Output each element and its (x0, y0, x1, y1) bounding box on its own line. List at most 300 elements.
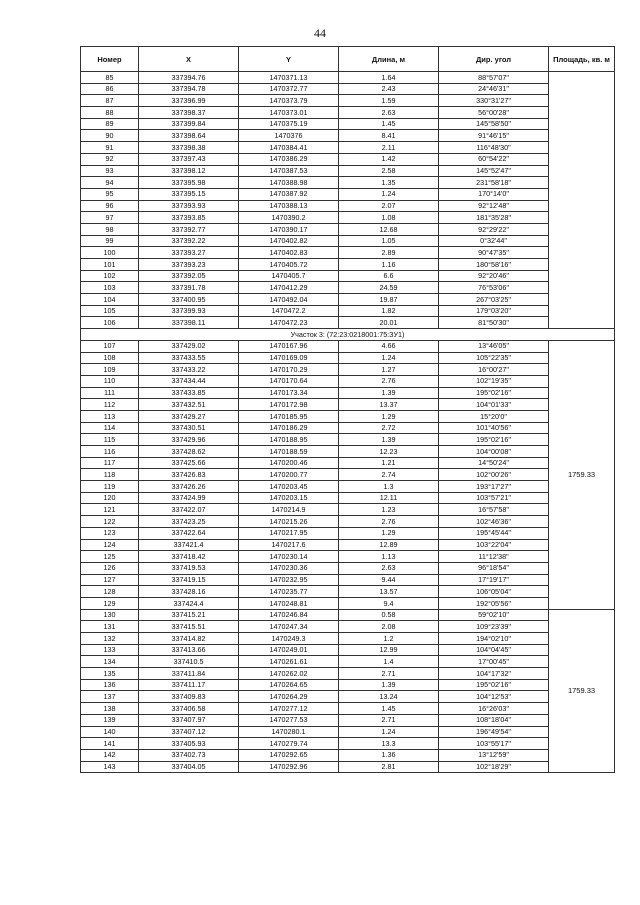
cell-x: 337433.22 (139, 364, 239, 376)
cell-y: 1470247.34 (239, 621, 339, 633)
cell-x: 337410.5 (139, 656, 239, 668)
cell-number: 107 (81, 340, 139, 352)
cell-direction-angle: 101°40'56" (439, 422, 549, 434)
cell-y: 1470188.95 (239, 434, 339, 446)
cell-length: 2.71 (339, 714, 439, 726)
header-row (81, 47, 615, 72)
cell-direction-angle: 0°32'44" (439, 235, 549, 247)
cell-number: 138 (81, 703, 139, 715)
cell-direction-angle: 103°57'21" (439, 492, 549, 504)
cell-number: 136 (81, 679, 139, 691)
cell-direction-angle: 17°19'17" (439, 574, 549, 586)
cell-x: 337393.27 (139, 247, 239, 259)
table-row (81, 387, 615, 399)
cell-length: 24.59 (339, 282, 439, 294)
cell-y: 1470386.29 (239, 153, 339, 165)
cell-direction-angle: 330°31'27" (439, 95, 549, 107)
cell-length: 1.29 (339, 410, 439, 422)
cell-x: 337407.97 (139, 714, 239, 726)
cell-number: 134 (81, 656, 139, 668)
cell-direction-angle: 102°18'29" (439, 761, 549, 773)
area-cell: 1759.33 (549, 609, 615, 773)
table-row (81, 259, 615, 271)
cell-number: 137 (81, 691, 139, 703)
cell-length: 1.24 (339, 352, 439, 364)
cell-length: 1.82 (339, 305, 439, 317)
cell-number: 127 (81, 574, 139, 586)
cell-x: 337405.93 (139, 738, 239, 750)
cell-length: 1.39 (339, 434, 439, 446)
table-row (81, 375, 615, 387)
cell-y: 1470277.53 (239, 714, 339, 726)
cell-y: 1470169.09 (239, 352, 339, 364)
cell-direction-angle: 91°46'15" (439, 130, 549, 142)
table-row (81, 679, 615, 691)
cell-direction-angle: 60°54'22" (439, 153, 549, 165)
header-number: Номер (81, 47, 139, 72)
cell-x: 337429.02 (139, 340, 239, 352)
cell-x: 337424.4 (139, 597, 239, 609)
cell-direction-angle: 108°18'04" (439, 714, 549, 726)
header-area: Площадь, кв. м (549, 47, 615, 72)
cell-x: 337393.85 (139, 212, 239, 224)
cell-y: 1470388.13 (239, 200, 339, 212)
table-row (81, 504, 615, 516)
cell-y: 1470292.65 (239, 749, 339, 761)
cell-length: 1.3 (339, 481, 439, 493)
cell-number: 123 (81, 527, 139, 539)
cell-x: 337433.85 (139, 387, 239, 399)
cell-x: 337422.07 (139, 504, 239, 516)
cell-direction-angle: 106°05'04" (439, 586, 549, 598)
cell-x: 337399.84 (139, 118, 239, 130)
table-row (81, 107, 615, 119)
cell-direction-angle: 104°01'33" (439, 399, 549, 411)
cell-y: 1470402.83 (239, 247, 339, 259)
table-row (81, 457, 615, 469)
cell-direction-angle: 170°14'0" (439, 188, 549, 200)
cell-direction-angle: 181°35'28" (439, 212, 549, 224)
cell-x: 337415.21 (139, 609, 239, 621)
cell-number: 128 (81, 586, 139, 598)
cell-x: 337395.98 (139, 177, 239, 189)
cell-length: 0.58 (339, 609, 439, 621)
cell-length: 1.39 (339, 387, 439, 399)
cell-number: 86 (81, 83, 139, 95)
cell-direction-angle: 103°55'17" (439, 738, 549, 750)
coordinates-table (80, 46, 615, 773)
cell-length: 20.01 (339, 317, 439, 329)
cell-x: 337429.96 (139, 434, 239, 446)
table-row (81, 212, 615, 224)
cell-number: 130 (81, 609, 139, 621)
cell-length: 1.36 (339, 749, 439, 761)
table-row (81, 586, 615, 598)
table-row (81, 235, 615, 247)
cell-x: 337395.15 (139, 188, 239, 200)
cell-number: 125 (81, 551, 139, 563)
cell-y: 1470387.92 (239, 188, 339, 200)
cell-number: 139 (81, 714, 139, 726)
cell-length: 2.63 (339, 107, 439, 119)
cell-length: 12.11 (339, 492, 439, 504)
cell-y: 1470390.2 (239, 212, 339, 224)
table-row (81, 410, 615, 422)
cell-length: 1.35 (339, 177, 439, 189)
cell-direction-angle: 59°02'10" (439, 609, 549, 621)
cell-y: 1470264.65 (239, 679, 339, 691)
cell-x: 337393.93 (139, 200, 239, 212)
cell-number: 140 (81, 726, 139, 738)
section-row (81, 329, 615, 341)
cell-x: 337397.43 (139, 153, 239, 165)
cell-length: 2.76 (339, 516, 439, 528)
cell-direction-angle: 195°45'44" (439, 527, 549, 539)
cell-number: 132 (81, 633, 139, 645)
table-row (81, 446, 615, 458)
table-row (81, 247, 615, 259)
cell-length: 1.23 (339, 504, 439, 516)
cell-x: 337402.73 (139, 749, 239, 761)
cell-number: 133 (81, 644, 139, 656)
table-body (81, 72, 615, 773)
cell-x: 337411.17 (139, 679, 239, 691)
cell-number: 129 (81, 597, 139, 609)
cell-y: 1470235.77 (239, 586, 339, 598)
table-row (81, 551, 615, 563)
cell-number: 99 (81, 235, 139, 247)
cell-number: 88 (81, 107, 139, 119)
cell-length: 1.21 (339, 457, 439, 469)
cell-length: 13.3 (339, 738, 439, 750)
cell-number: 106 (81, 317, 139, 329)
cell-length: 2.74 (339, 469, 439, 481)
cell-y: 1470167.96 (239, 340, 339, 352)
cell-direction-angle: 81°50'30" (439, 317, 549, 329)
table-row (81, 597, 615, 609)
cell-y: 1470186.29 (239, 422, 339, 434)
cell-y: 1470402.82 (239, 235, 339, 247)
cell-x: 337409.83 (139, 691, 239, 703)
table-row (81, 165, 615, 177)
cell-y: 1470188.59 (239, 446, 339, 458)
table-row (81, 714, 615, 726)
cell-number: 102 (81, 270, 139, 282)
cell-length: 2.71 (339, 668, 439, 680)
cell-x: 337428.62 (139, 446, 239, 458)
cell-direction-angle: 88°57'07" (439, 72, 549, 84)
cell-length: 9.4 (339, 597, 439, 609)
cell-y: 1470214.9 (239, 504, 339, 516)
cell-length: 1.45 (339, 703, 439, 715)
table-row (81, 469, 615, 481)
cell-number: 115 (81, 434, 139, 446)
cell-number: 97 (81, 212, 139, 224)
cell-number: 122 (81, 516, 139, 528)
table-row (81, 399, 615, 411)
table-row (81, 668, 615, 680)
cell-length: 9.44 (339, 574, 439, 586)
header-length: Длина, м (339, 47, 439, 72)
cell-y: 1470246.84 (239, 609, 339, 621)
cell-y: 1470200.77 (239, 469, 339, 481)
cell-number: 124 (81, 539, 139, 551)
cell-y: 1470280.1 (239, 726, 339, 738)
cell-length: 13.37 (339, 399, 439, 411)
table-row (81, 95, 615, 107)
cell-number: 100 (81, 247, 139, 259)
cell-x: 337413.66 (139, 644, 239, 656)
cell-y: 1470373.79 (239, 95, 339, 107)
table-row (81, 317, 615, 329)
cell-length: 1.13 (339, 551, 439, 563)
section-label: Участок 3: (72:23:0218001:75:ЗУ1) (81, 329, 615, 341)
cell-y: 1470262.02 (239, 668, 339, 680)
cell-number: 101 (81, 259, 139, 271)
table-row (81, 200, 615, 212)
cell-direction-angle: 90°47'35" (439, 247, 549, 259)
cell-y: 1470264.29 (239, 691, 339, 703)
cell-y: 1470472.2 (239, 305, 339, 317)
cell-x: 337433.55 (139, 352, 239, 364)
cell-y: 1470372.77 (239, 83, 339, 95)
cell-y: 1470472.23 (239, 317, 339, 329)
cell-x: 337426.26 (139, 481, 239, 493)
cell-direction-angle: 24°46'31" (439, 83, 549, 95)
cell-direction-angle: 192°05'56" (439, 597, 549, 609)
cell-y: 1470170.64 (239, 375, 339, 387)
cell-x: 337414.82 (139, 633, 239, 645)
cell-length: 13.24 (339, 691, 439, 703)
cell-y: 1470375.19 (239, 118, 339, 130)
cell-x: 337424.99 (139, 492, 239, 504)
cell-y: 1470292.96 (239, 761, 339, 773)
cell-length: 2.81 (339, 761, 439, 773)
cell-x: 337400.95 (139, 294, 239, 306)
cell-y: 1470173.34 (239, 387, 339, 399)
cell-direction-angle: 102°46'36" (439, 516, 549, 528)
cell-direction-angle: 195°02'16" (439, 387, 549, 399)
cell-x: 337423.25 (139, 516, 239, 528)
cell-length: 2.08 (339, 621, 439, 633)
cell-length: 1.08 (339, 212, 439, 224)
cell-direction-angle: 104°04'45" (439, 644, 549, 656)
cell-length: 2.89 (339, 247, 439, 259)
cell-x: 337398.37 (139, 107, 239, 119)
cell-x: 337398.64 (139, 130, 239, 142)
cell-y: 1470279.74 (239, 738, 339, 750)
page-number: 44 (314, 26, 326, 40)
cell-direction-angle: 92°29'22" (439, 223, 549, 235)
cell-y: 1470230.14 (239, 551, 339, 563)
cell-number: 92 (81, 153, 139, 165)
cell-number: 143 (81, 761, 139, 773)
cell-length: 2.76 (339, 375, 439, 387)
cell-length: 1.16 (339, 259, 439, 271)
cell-length: 2.58 (339, 165, 439, 177)
cell-direction-angle: 104°00'08" (439, 446, 549, 458)
cell-x: 337426.83 (139, 469, 239, 481)
cell-number: 103 (81, 282, 139, 294)
cell-length: 1.05 (339, 235, 439, 247)
cell-number: 109 (81, 364, 139, 376)
cell-direction-angle: 267°03'25" (439, 294, 549, 306)
cell-y: 1470172.98 (239, 399, 339, 411)
cell-direction-angle: 179°03'20" (439, 305, 549, 317)
cell-length: 1.39 (339, 679, 439, 691)
cell-number: 104 (81, 294, 139, 306)
cell-direction-angle: 116°48'30" (439, 142, 549, 154)
cell-x: 337430.51 (139, 422, 239, 434)
table-row (81, 644, 615, 656)
cell-y: 1470249.01 (239, 644, 339, 656)
table-row (81, 726, 615, 738)
cell-number: 95 (81, 188, 139, 200)
cell-x: 337396.99 (139, 95, 239, 107)
cell-x: 337421.4 (139, 539, 239, 551)
cell-direction-angle: 145°58'50" (439, 118, 549, 130)
cell-x: 337422.64 (139, 527, 239, 539)
header-direction-angle: Дир. угол (439, 47, 549, 72)
cell-number: 142 (81, 749, 139, 761)
cell-number: 119 (81, 481, 139, 493)
cell-direction-angle: 15°20'0" (439, 410, 549, 422)
cell-direction-angle: 13°46'05" (439, 340, 549, 352)
header-x: X (139, 47, 239, 72)
cell-y: 1470492.04 (239, 294, 339, 306)
cell-number: 105 (81, 305, 139, 317)
cell-y: 1470387.53 (239, 165, 339, 177)
cell-length: 1.27 (339, 364, 439, 376)
cell-length: 19.87 (339, 294, 439, 306)
cell-direction-angle: 196°49'54" (439, 726, 549, 738)
table-row (81, 703, 615, 715)
cell-direction-angle: 102°19'35" (439, 375, 549, 387)
cell-direction-angle: 14°50'24" (439, 457, 549, 469)
cell-length: 2.72 (339, 422, 439, 434)
cell-number: 117 (81, 457, 139, 469)
cell-length: 1.29 (339, 527, 439, 539)
cell-x: 337429.27 (139, 410, 239, 422)
cell-number: 121 (81, 504, 139, 516)
cell-number: 111 (81, 387, 139, 399)
cell-length: 1.59 (339, 95, 439, 107)
cell-length: 12.89 (339, 539, 439, 551)
cell-number: 108 (81, 352, 139, 364)
header-y: Y (239, 47, 339, 72)
cell-length: 8.41 (339, 130, 439, 142)
cell-y: 1470185.95 (239, 410, 339, 422)
table-row (81, 305, 615, 317)
area-cell (549, 72, 615, 329)
table-row (81, 761, 615, 773)
cell-number: 114 (81, 422, 139, 434)
cell-length: 2.07 (339, 200, 439, 212)
cell-number: 90 (81, 130, 139, 142)
cell-y: 1470215.26 (239, 516, 339, 528)
table-row (81, 492, 615, 504)
cell-number: 141 (81, 738, 139, 750)
table-row (81, 177, 615, 189)
cell-x: 337434.44 (139, 375, 239, 387)
table-row (81, 633, 615, 645)
table-row (81, 749, 615, 761)
cell-direction-angle: 180°58'16" (439, 259, 549, 271)
cell-direction-angle: 13°12'59" (439, 749, 549, 761)
table-row (81, 130, 615, 142)
cell-y: 1470200.46 (239, 457, 339, 469)
cell-direction-angle: 96°18'54" (439, 562, 549, 574)
cell-number: 131 (81, 621, 139, 633)
cell-length: 1.64 (339, 72, 439, 84)
cell-number: 126 (81, 562, 139, 574)
cell-number: 94 (81, 177, 139, 189)
table-row (81, 527, 615, 539)
cell-y: 1470405.72 (239, 259, 339, 271)
cell-y: 1470217.6 (239, 539, 339, 551)
cell-direction-angle: 195°02'16" (439, 679, 549, 691)
cell-direction-angle: 194°02'10" (439, 633, 549, 645)
table-row (81, 481, 615, 493)
cell-x: 337398.11 (139, 317, 239, 329)
cell-number: 98 (81, 223, 139, 235)
cell-direction-angle: 104°12'53" (439, 691, 549, 703)
cell-length: 1.45 (339, 118, 439, 130)
cell-direction-angle: 56°00'28" (439, 107, 549, 119)
cell-direction-angle: 102°00'26" (439, 469, 549, 481)
table-row (81, 83, 615, 95)
cell-number: 135 (81, 668, 139, 680)
cell-x: 337399.93 (139, 305, 239, 317)
table-row (81, 364, 615, 376)
table-row (81, 609, 615, 621)
cell-y: 1470388.98 (239, 177, 339, 189)
cell-y: 1470405.7 (239, 270, 339, 282)
cell-number: 113 (81, 410, 139, 422)
cell-y: 1470376 (239, 130, 339, 142)
cell-number: 110 (81, 375, 139, 387)
cell-direction-angle: 104°17'32" (439, 668, 549, 680)
cell-x: 337391.78 (139, 282, 239, 294)
cell-x: 337406.58 (139, 703, 239, 715)
cell-x: 337419.53 (139, 562, 239, 574)
cell-number: 96 (81, 200, 139, 212)
cell-x: 337394.78 (139, 83, 239, 95)
cell-y: 1470371.13 (239, 72, 339, 84)
cell-length: 1.24 (339, 726, 439, 738)
cell-direction-angle: 16°26'03" (439, 703, 549, 715)
cell-direction-angle: 105°22'35" (439, 352, 549, 364)
cell-y: 1470277.12 (239, 703, 339, 715)
cell-x: 337418.42 (139, 551, 239, 563)
table-row (81, 142, 615, 154)
cell-direction-angle: 193°17'27" (439, 481, 549, 493)
cell-y: 1470230.36 (239, 562, 339, 574)
cell-x: 337419.15 (139, 574, 239, 586)
table-row (81, 72, 615, 84)
table-row (81, 422, 615, 434)
cell-x: 337398.12 (139, 165, 239, 177)
cell-y: 1470248.81 (239, 597, 339, 609)
table-row (81, 340, 615, 352)
cell-length: 12.99 (339, 644, 439, 656)
cell-number: 93 (81, 165, 139, 177)
table-row (81, 516, 615, 528)
cell-x: 337432.51 (139, 399, 239, 411)
cell-y: 1470261.61 (239, 656, 339, 668)
cell-length: 6.6 (339, 270, 439, 282)
cell-direction-angle: 16°57'58" (439, 504, 549, 516)
